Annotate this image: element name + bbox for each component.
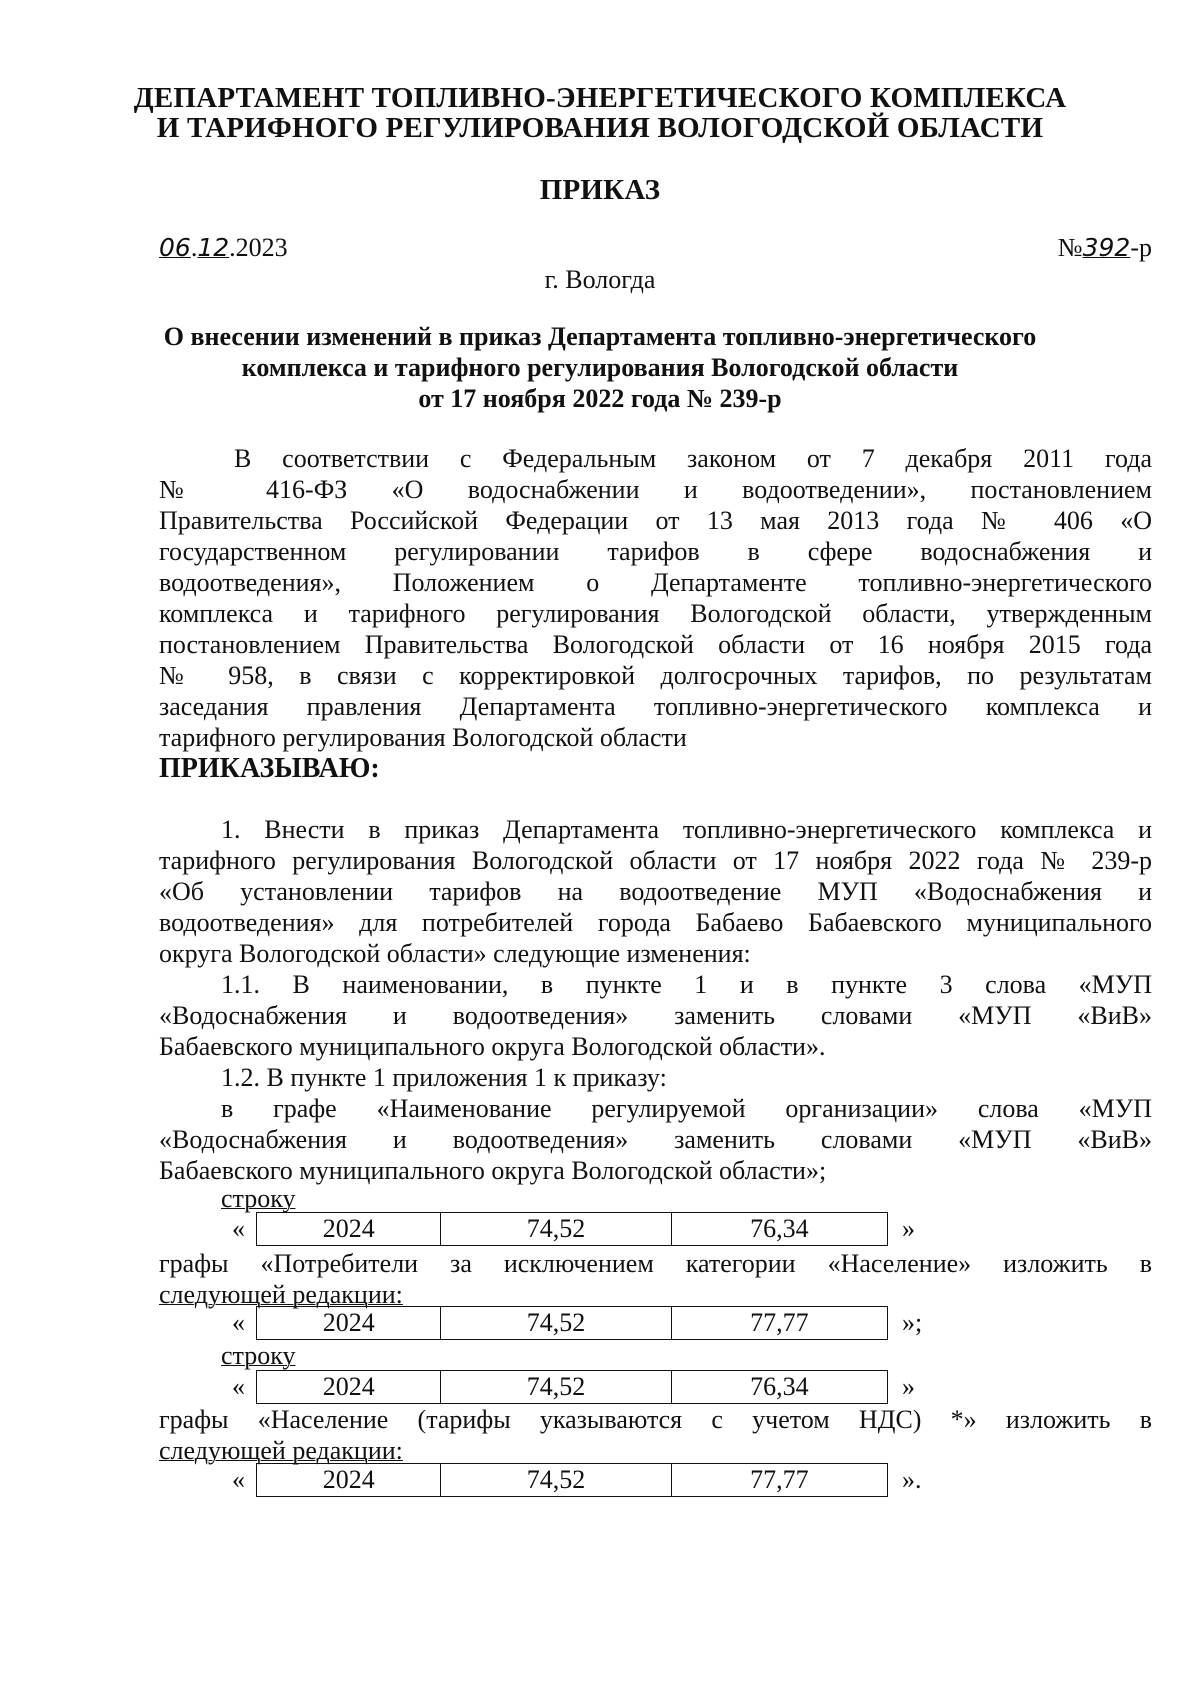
open-quote: « — [232, 1465, 245, 1494]
cell-year: 2024 — [322, 1372, 375, 1401]
row-cells — [256, 1212, 888, 1246]
preamble-line: заседания правления Департамента топливно-энергетического комплекса и — [159, 692, 1152, 721]
preamble-line: № 958, в связи с корректировкой долгосрочных тарифов, по результатам — [159, 661, 1152, 690]
row-cells — [256, 1306, 888, 1340]
item1-2-line: в графе «Наименование регулируемой организации» слова «МУП — [221, 1094, 1152, 1123]
item1-2-heading: 1.2. В пункте 1 приложения 1 к приказу: — [221, 1063, 667, 1092]
order-word: ПРИКАЗЫВАЮ: — [159, 753, 380, 784]
item1-line: округа Вологодской области» следующие изменения: — [159, 939, 751, 968]
preamble-line: тарифного регулирования Вологодской области — [159, 723, 687, 752]
date-separator: . — [190, 233, 198, 262]
row-cells — [256, 1370, 888, 1404]
number-suffix: -р — [1130, 233, 1152, 262]
open-quote: « — [232, 1308, 245, 1337]
item1-line: водоотведения» для потребителей города Бабаево Бабаевского муниципального — [159, 908, 1152, 937]
preamble-line: № 416-ФЗ «О водоснабжении и водоотведении», постановлением — [159, 475, 1152, 504]
cell-tariff-1: 74,52 — [440, 1371, 670, 1403]
replacement-text-line: следующей редакции: — [159, 1436, 403, 1465]
department-name-line2: И ТАРИФНОГО РЕГУЛИРОВАНИЯ ВОЛОГОДСКОЙ ОБЛАСТИ — [156, 112, 1044, 144]
document-type: ПРИКАЗ — [539, 174, 661, 206]
open-quote: « — [232, 1372, 245, 1401]
department-name-line1: ДЕПАРТАМЕНТ ТОПЛИВНО-ЭНЕРГЕТИЧЕСКОГО КОМПЛЕКСА — [133, 82, 1067, 114]
row-cells — [256, 1463, 888, 1497]
item1-line: «Об установлении тарифов на водоотведение МУП «Водоснабжения и — [159, 877, 1152, 906]
preamble-line: комплекса и тарифного регулирования Вологодской области, утвержденным — [159, 599, 1152, 628]
cell-year: 2024 — [322, 1308, 375, 1337]
cell-tariff-1: 74,52 — [440, 1307, 670, 1339]
cell-tariff-2: 76,34 — [671, 1213, 887, 1245]
close-quote: » — [902, 1372, 915, 1401]
item1-line: 1. Внести в приказ Департамента топливно-энергетического комплекса и — [221, 815, 1152, 844]
replacement-text-line: графы «Население (тарифы указываются с учетом НДС) *» изложить в — [159, 1405, 1152, 1434]
document-date — [159, 232, 288, 263]
cell-year: 2024 — [322, 1214, 375, 1243]
item1-line: тарифного регулирования Вологодской области от 17 ноября 2022 года № 239-р — [159, 846, 1152, 875]
cell-tariff-2: 77,77 — [671, 1307, 887, 1339]
preamble-line: Правительства Российской Федерации от 13 мая 2013 года № 406 «О — [159, 506, 1152, 535]
date-year: .2023 — [229, 233, 288, 262]
city: г. Вологда — [544, 265, 656, 294]
document-number — [1058, 232, 1152, 263]
cell-year: 2024 — [322, 1465, 375, 1494]
close-quote: »; — [902, 1308, 923, 1337]
preamble-line: государственном регулировании тарифов в сфере водоснабжения и — [159, 537, 1152, 566]
date-day: 06 — [159, 233, 191, 262]
replacement-text-line: графы «Потребители за исключением категории «Население» изложить в — [159, 1249, 1152, 1278]
order-title-line2: комплекса и тарифного регулирования Вологодской области — [241, 353, 959, 382]
cell-tariff-2: 77,77 — [671, 1464, 887, 1496]
number-prefix: № — [1057, 233, 1083, 262]
preamble-line: В соответствии с Федеральным законом от 7 декабря 2011 года — [234, 444, 1152, 473]
order-title-line3: от 17 ноября 2022 года № 239-р — [418, 384, 782, 413]
word-stroku: строку — [221, 1184, 296, 1213]
item1-2-line: Бабаевского муниципального округа Вологодской области»; — [159, 1156, 827, 1185]
close-quote: ». — [902, 1465, 922, 1494]
close-quote: » — [902, 1214, 915, 1243]
order-title-line1: О внесении изменений в приказ Департамента топливно-энергетического — [163, 322, 1037, 351]
item1-1-line: 1.1. В наименовании, в пункте 1 и в пункте 3 слова «МУП — [221, 970, 1152, 999]
preamble-line: водоотведения», Положением о Департаменте топливно-энергетического — [159, 568, 1152, 597]
open-quote: « — [232, 1214, 245, 1243]
replacement-text-line: следующей редакции: — [159, 1280, 403, 1309]
cell-tariff-1: 74,52 — [440, 1213, 670, 1245]
cell-tariff-1: 74,52 — [440, 1464, 670, 1496]
preamble-line: постановлением Правительства Вологодской области от 16 ноября 2015 года — [159, 630, 1152, 659]
number-value: 392 — [1082, 233, 1131, 262]
item1-2-line: «Водоснабжения и водоотведения» заменить словами «МУП «ВиВ» — [159, 1125, 1152, 1154]
word-stroku: строку — [221, 1341, 296, 1370]
item1-1-line: Бабаевского муниципального округа Вологодской области». — [159, 1032, 826, 1061]
item1-1-line: «Водоснабжения и водоотведения» заменить словами «МУП «ВиВ» — [159, 1001, 1152, 1030]
cell-tariff-2: 76,34 — [671, 1371, 887, 1403]
date-month: 12 — [197, 233, 230, 262]
